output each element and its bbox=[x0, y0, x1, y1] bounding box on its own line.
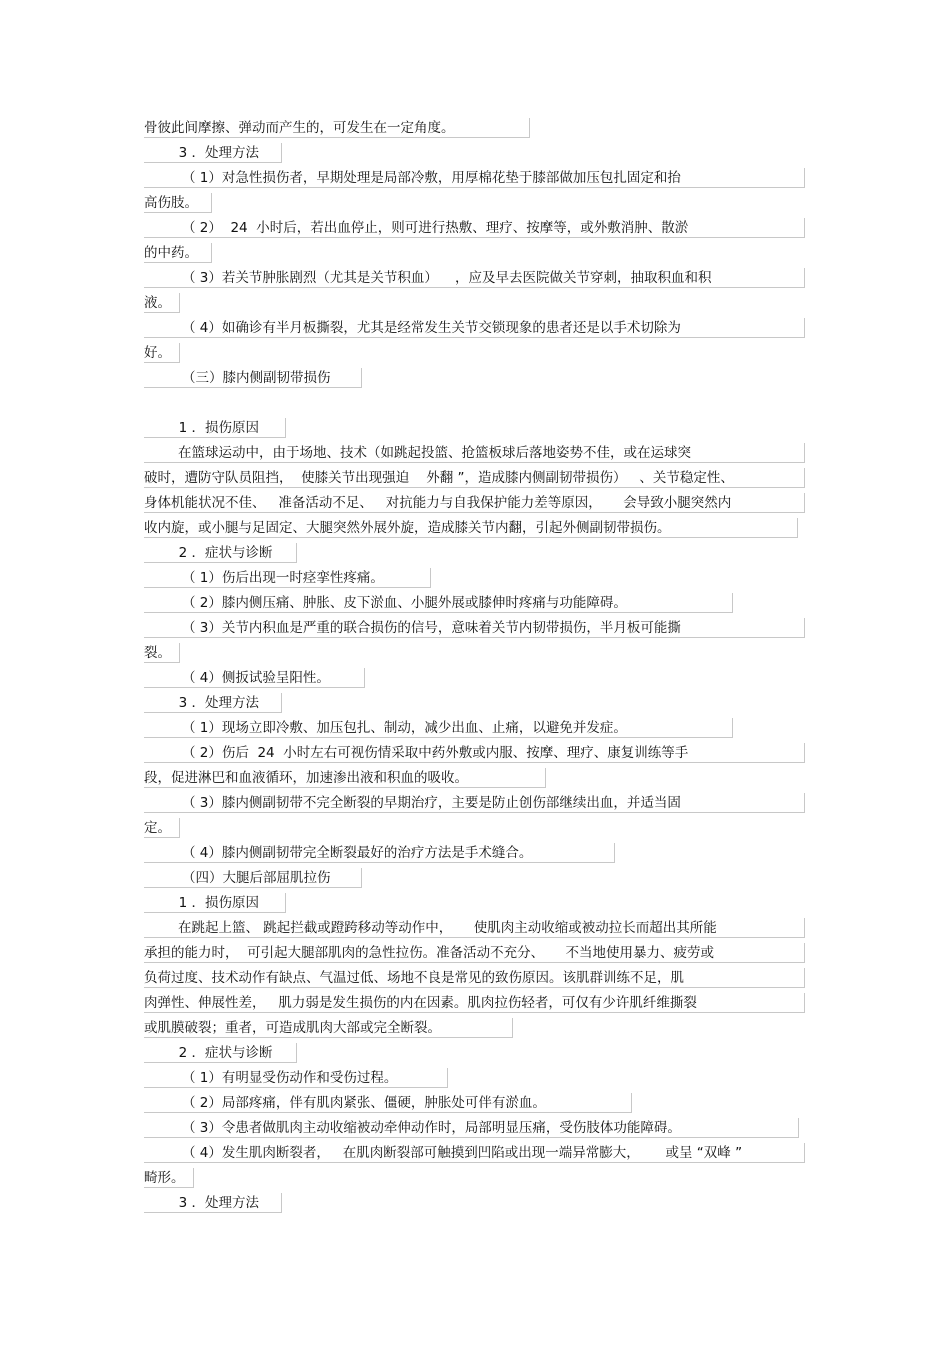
text-line: （ 2）膝内侧压痛、肿胀、皮下淤血、小腿外展或膝伸时疼痛与功能障碍。 bbox=[144, 593, 733, 613]
text-line: 在跳起上篮、 跳起拦截或蹬跨移动等动作中， 使肌肉主动收缩或被动拉长而超出其所能 bbox=[144, 918, 805, 938]
text-line: （ 3）关节内积血是严重的联合损伤的信号，意味着关节内韧带损伤，半月板可能撕 bbox=[144, 618, 805, 638]
section-heading: 1 ．损伤原因 bbox=[144, 893, 286, 913]
text-line: （ 1）现场立即冷敷、加压包扎、制动，减少出血、止痛，以避免并发症。 bbox=[144, 718, 733, 738]
text-line: 负荷过度、技术动作有缺点、气温过低、场地不良是常见的致伤原因。该肌群训练不足，肌 bbox=[144, 968, 805, 988]
section-heading: 3 ．处理方法 bbox=[144, 1193, 282, 1213]
text-line: 高伤肢。 bbox=[144, 193, 212, 213]
text-line: （ 2） 24 小时后，若出血停止，则可进行热敷、理疗、按摩等，或外敷消肿、散淤 bbox=[144, 218, 805, 238]
text-line: 骨彼此间摩擦、弹动而产生的，可发生在一定角度。 bbox=[144, 118, 530, 138]
text-line: 收内旋，或小腿与足固定、大腿突然外展外旋，造成膝关节内翻，引起外侧副韧带损伤。 bbox=[144, 518, 798, 538]
section-heading: 2 ．症状与诊断 bbox=[144, 1043, 297, 1063]
text-line: （ 4）如确诊有半月板撕裂，尤其是经常发生关节交锁现象的患者还是以手术切除为 bbox=[144, 318, 805, 338]
text-line: （ 4）发生肌肉断裂者， 在肌肉断裂部可触摸到凹陷或出现一端异常膨大， 或呈 “双峰 ” bbox=[144, 1143, 805, 1163]
text-line: 肉弹性、伸展性差， 肌力弱是发生损伤的内在因素。肌肉拉伤轻者，可仅有少许肌纤维撕裂 bbox=[144, 993, 805, 1013]
text-line: 液。 bbox=[144, 293, 180, 313]
text-line: 裂。 bbox=[144, 643, 180, 663]
text-line: （ 1）有明显受伤动作和受伤过程。 bbox=[144, 1068, 448, 1088]
text-line: （ 3）令患者做肌肉主动收缩被动牵伸动作时，局部明显压痛，受伤肢体功能障碍。 bbox=[144, 1118, 799, 1138]
text-line: （ 2）伤后 24 小时左右可视伤情采取中药外敷或内服、按摩、理疗、康复训练等手 bbox=[144, 743, 805, 763]
section-heading: 1 ．损伤原因 bbox=[144, 418, 286, 438]
text-line: 好。 bbox=[144, 343, 180, 363]
section-heading: 3 ．处理方法 bbox=[144, 143, 282, 163]
text-line: （ 3）膝内侧副韧带不完全断裂的早期治疗，主要是防止创伤部继续出血，并适当固 bbox=[144, 793, 805, 813]
text-line: 承担的能力时， 可引起大腿部肌肉的急性拉伤。准备活动不充分、 不当地使用暴力、疲劳或 bbox=[144, 943, 805, 963]
section-heading: （三）膝内侧副韧带损伤 bbox=[144, 368, 362, 388]
text-line: 破时，遭防守队员阻挡， 使膝关节出现强迫 外翻 ”，造成膝内侧副韧带损伤） 、关节稳定性、 bbox=[144, 468, 805, 488]
section-heading: （四）大腿后部屈肌拉伤 bbox=[144, 868, 362, 888]
text-line: （ 1）伤后出现一时痉挛性疼痛。 bbox=[144, 568, 431, 588]
section-heading: 3 ．处理方法 bbox=[144, 693, 282, 713]
section-heading: 2 ．症状与诊断 bbox=[144, 543, 297, 563]
text-line: （ 4）侧扳试验呈阳性。 bbox=[144, 668, 365, 688]
text-line: 或肌膜破裂；重者，可造成肌肉大部或完全断裂。 bbox=[144, 1018, 513, 1038]
text-line: （ 2）局部疼痛，伴有肌肉紧张、僵硬，肿胀处可伴有淤血。 bbox=[144, 1093, 632, 1113]
text-line: 在篮球运动中，由于场地、技术（如跳起投篮、抢篮板球后落地姿势不佳，或在运球突 bbox=[144, 443, 805, 463]
text-line: 身体机能状况不佳、 准备活动不足、 对抗能力与自我保护能力差等原因， 会导致小腿突然内 bbox=[144, 493, 805, 513]
text-line: 的中药。 bbox=[144, 243, 212, 263]
text-line: （ 4）膝内侧副韧带完全断裂最好的治疗方法是手术缝合。 bbox=[144, 843, 615, 863]
text-line: 段，促进淋巴和血液循环，加速渗出液和积血的吸收。 bbox=[144, 768, 546, 788]
text-line: 畸形。 bbox=[144, 1168, 194, 1188]
text-line: （ 3）若关节肿胀剧烈（尤其是关节积血） ，应及早去医院做关节穿刺，抽取积血和积 bbox=[144, 268, 805, 288]
text-line: 定。 bbox=[144, 818, 180, 838]
text-line: （ 1）对急性损伤者，早期处理是局部冷敷，用厚棉花垫于膝部做加压包扎固定和抬 bbox=[144, 168, 805, 188]
